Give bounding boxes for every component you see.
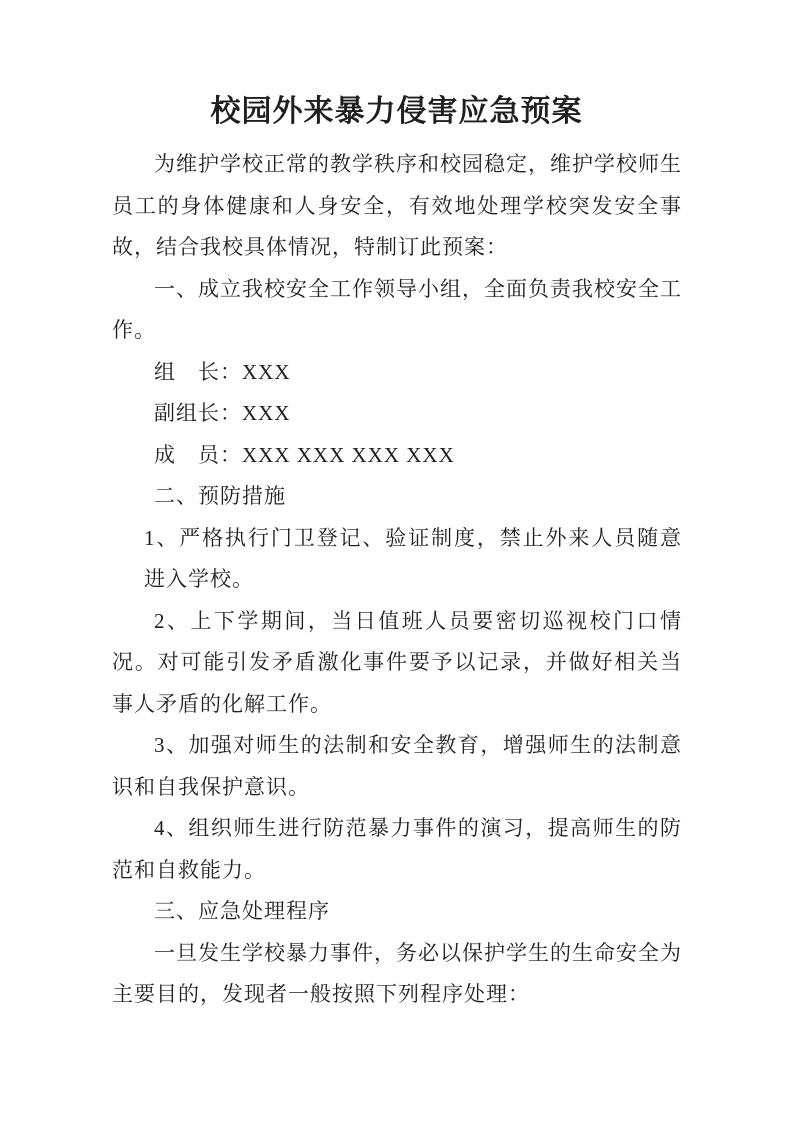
document-body	[112, 144, 682, 1016]
paragraph-group-members: 成 员：XXX XXX XXX XXX	[154, 442, 455, 467]
paragraph-intro: 为维护学校正常的教学秩序和校园稳定，维护学校师生员工的身体健康和人身安全，有效地处理学校突发安全事故，结合我校具体情况，特制订此预案：	[112, 152, 682, 259]
paragraph-prevention-item-2: 2、上下学期间，当日值班人员要密切巡视校门口情况。对可能引发矛盾激化事件要予以记录，并做好相关当事人矛盾的化解工作。	[112, 608, 682, 716]
paragraph-section-3-intro: 一旦发生学校暴力事件，务必以保护学生的生命安全为主要目的，发现者一般按照下列程序处理：	[112, 940, 682, 1006]
paragraph-prevention-item-3: 3、加强对师生的法制和安全教育，增强师生的法制意识和自我保护意识。	[112, 733, 682, 799]
paragraph-deputy-group-leader: 副组长：XXX	[154, 401, 291, 425]
paragraph-group-leader: 组 长：XXX	[154, 359, 291, 384]
paragraph-prevention-item-4: 4、组织师生进行防范暴力事件的演习，提高师生的防范和自救能力。	[112, 816, 682, 882]
paragraph-prevention-item-1: 1、严格执行门卫登记、验证制度，禁止外来人员随意进入学校。	[144, 525, 682, 591]
paragraph-section-1-heading: 一、成立我校安全工作领导小组，全面负责我校安全工作。	[112, 276, 682, 342]
paragraph-section-3-heading: 三、应急处理程序	[154, 899, 330, 923]
paragraph-section-2-heading: 二、预防措施	[154, 484, 286, 508]
document-title: 校园外来暴力侵害应急预案	[210, 95, 583, 128]
